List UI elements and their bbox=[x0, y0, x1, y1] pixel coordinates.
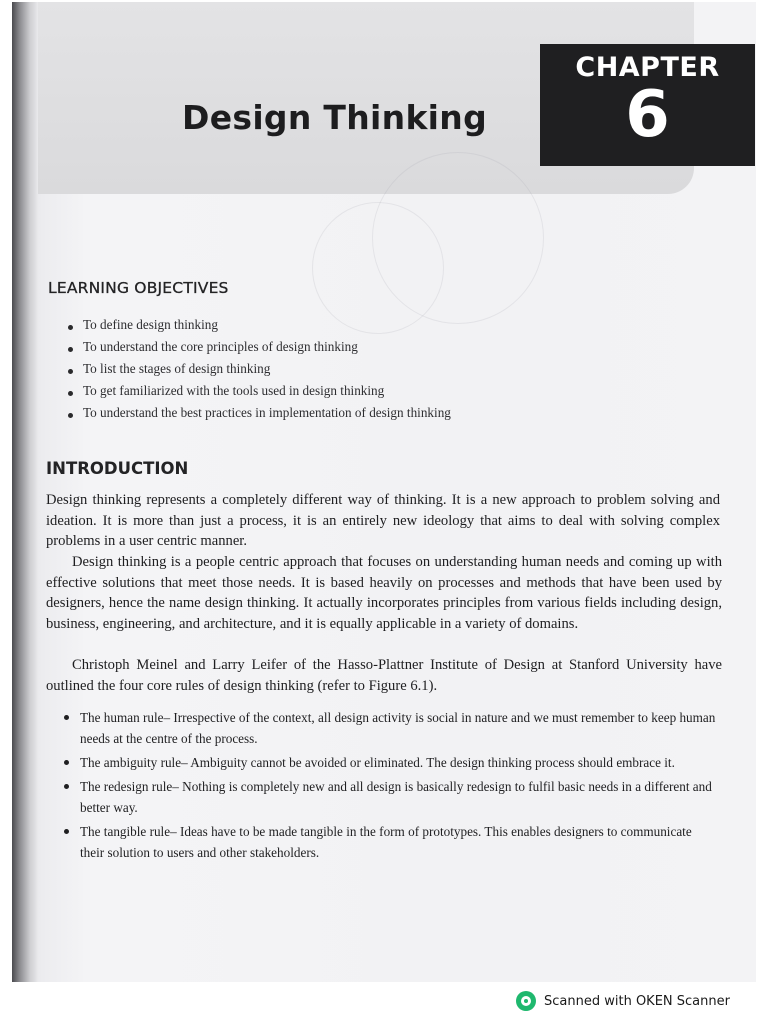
chapter-label: CHAPTER bbox=[575, 52, 720, 83]
design-thinking-rules-list bbox=[64, 707, 718, 866]
rule-item: The ambiguity rule– Ambiguity cannot be avoided or eliminated. The design thinking process should embrace it. bbox=[64, 752, 718, 773]
intro-paragraph-2: Design thinking is a people centric approach that focuses on understanding human needs and coming up with effective solutions that meet those needs. It is based heavily on processes and methods that have been used by designers, hence the name design thinking. It actually incorporates principles from various fields including design, business, engineering, and architecture, and it is equally applicable in a variety of domains. bbox=[46, 554, 722, 632]
list-item: To understand the core principles of design thinking bbox=[68, 339, 451, 361]
rule-item: The tangible rule– Ideas have to be made tangible in the form of prototypes. This enables designers to communicate their solution to users and other stakeholders. bbox=[64, 821, 718, 863]
introduction-heading: INTRODUCTION bbox=[46, 459, 189, 478]
oken-scanner-logo-icon bbox=[516, 991, 536, 1011]
rule-item: The redesign rule– Nothing is completely new and all design is basically redesign to fulfil basic needs in a different and better way. bbox=[64, 776, 718, 818]
learning-objectives-list bbox=[68, 317, 451, 427]
intro-paragraph-3: Christoph Meinel and Larry Leifer of the Hasso-Plattner Institute of Design at Stanford University have outlined the four core rules of design thinking (refer to Figure 6.1). bbox=[46, 657, 722, 694]
book-gutter-shadow bbox=[12, 2, 38, 982]
list-item: To define design thinking bbox=[68, 317, 451, 339]
scanner-watermark-text: Scanned with OKEN Scanner bbox=[544, 993, 730, 1009]
list-item: To understand the best practices in implementation of design thinking bbox=[68, 405, 451, 427]
chapter-badge bbox=[540, 44, 755, 166]
intro-paragraph-1: Design thinking represents a completely different way of thinking. It is a new approach to problem solving and ideation. It is more than just a process, it is an entirely new ideology that aims to deal with solving complex problems in a user centric manner. bbox=[46, 492, 720, 549]
rule-item: The human rule– Irrespective of the context, all design activity is social in nature and we must remember to keep human needs at the centre of the process. bbox=[64, 707, 718, 749]
learning-objectives-heading: LEARNING OBJECTIVES bbox=[48, 279, 229, 297]
scanned-page bbox=[12, 2, 756, 982]
chapter-title: Design Thinking bbox=[182, 98, 488, 137]
chapter-number: 6 bbox=[625, 78, 670, 152]
list-item: To list the stages of design thinking bbox=[68, 361, 451, 383]
list-item: To get familiarized with the tools used in design thinking bbox=[68, 383, 451, 405]
bleed-through-circle bbox=[312, 202, 444, 334]
scanner-watermark bbox=[516, 990, 730, 1012]
